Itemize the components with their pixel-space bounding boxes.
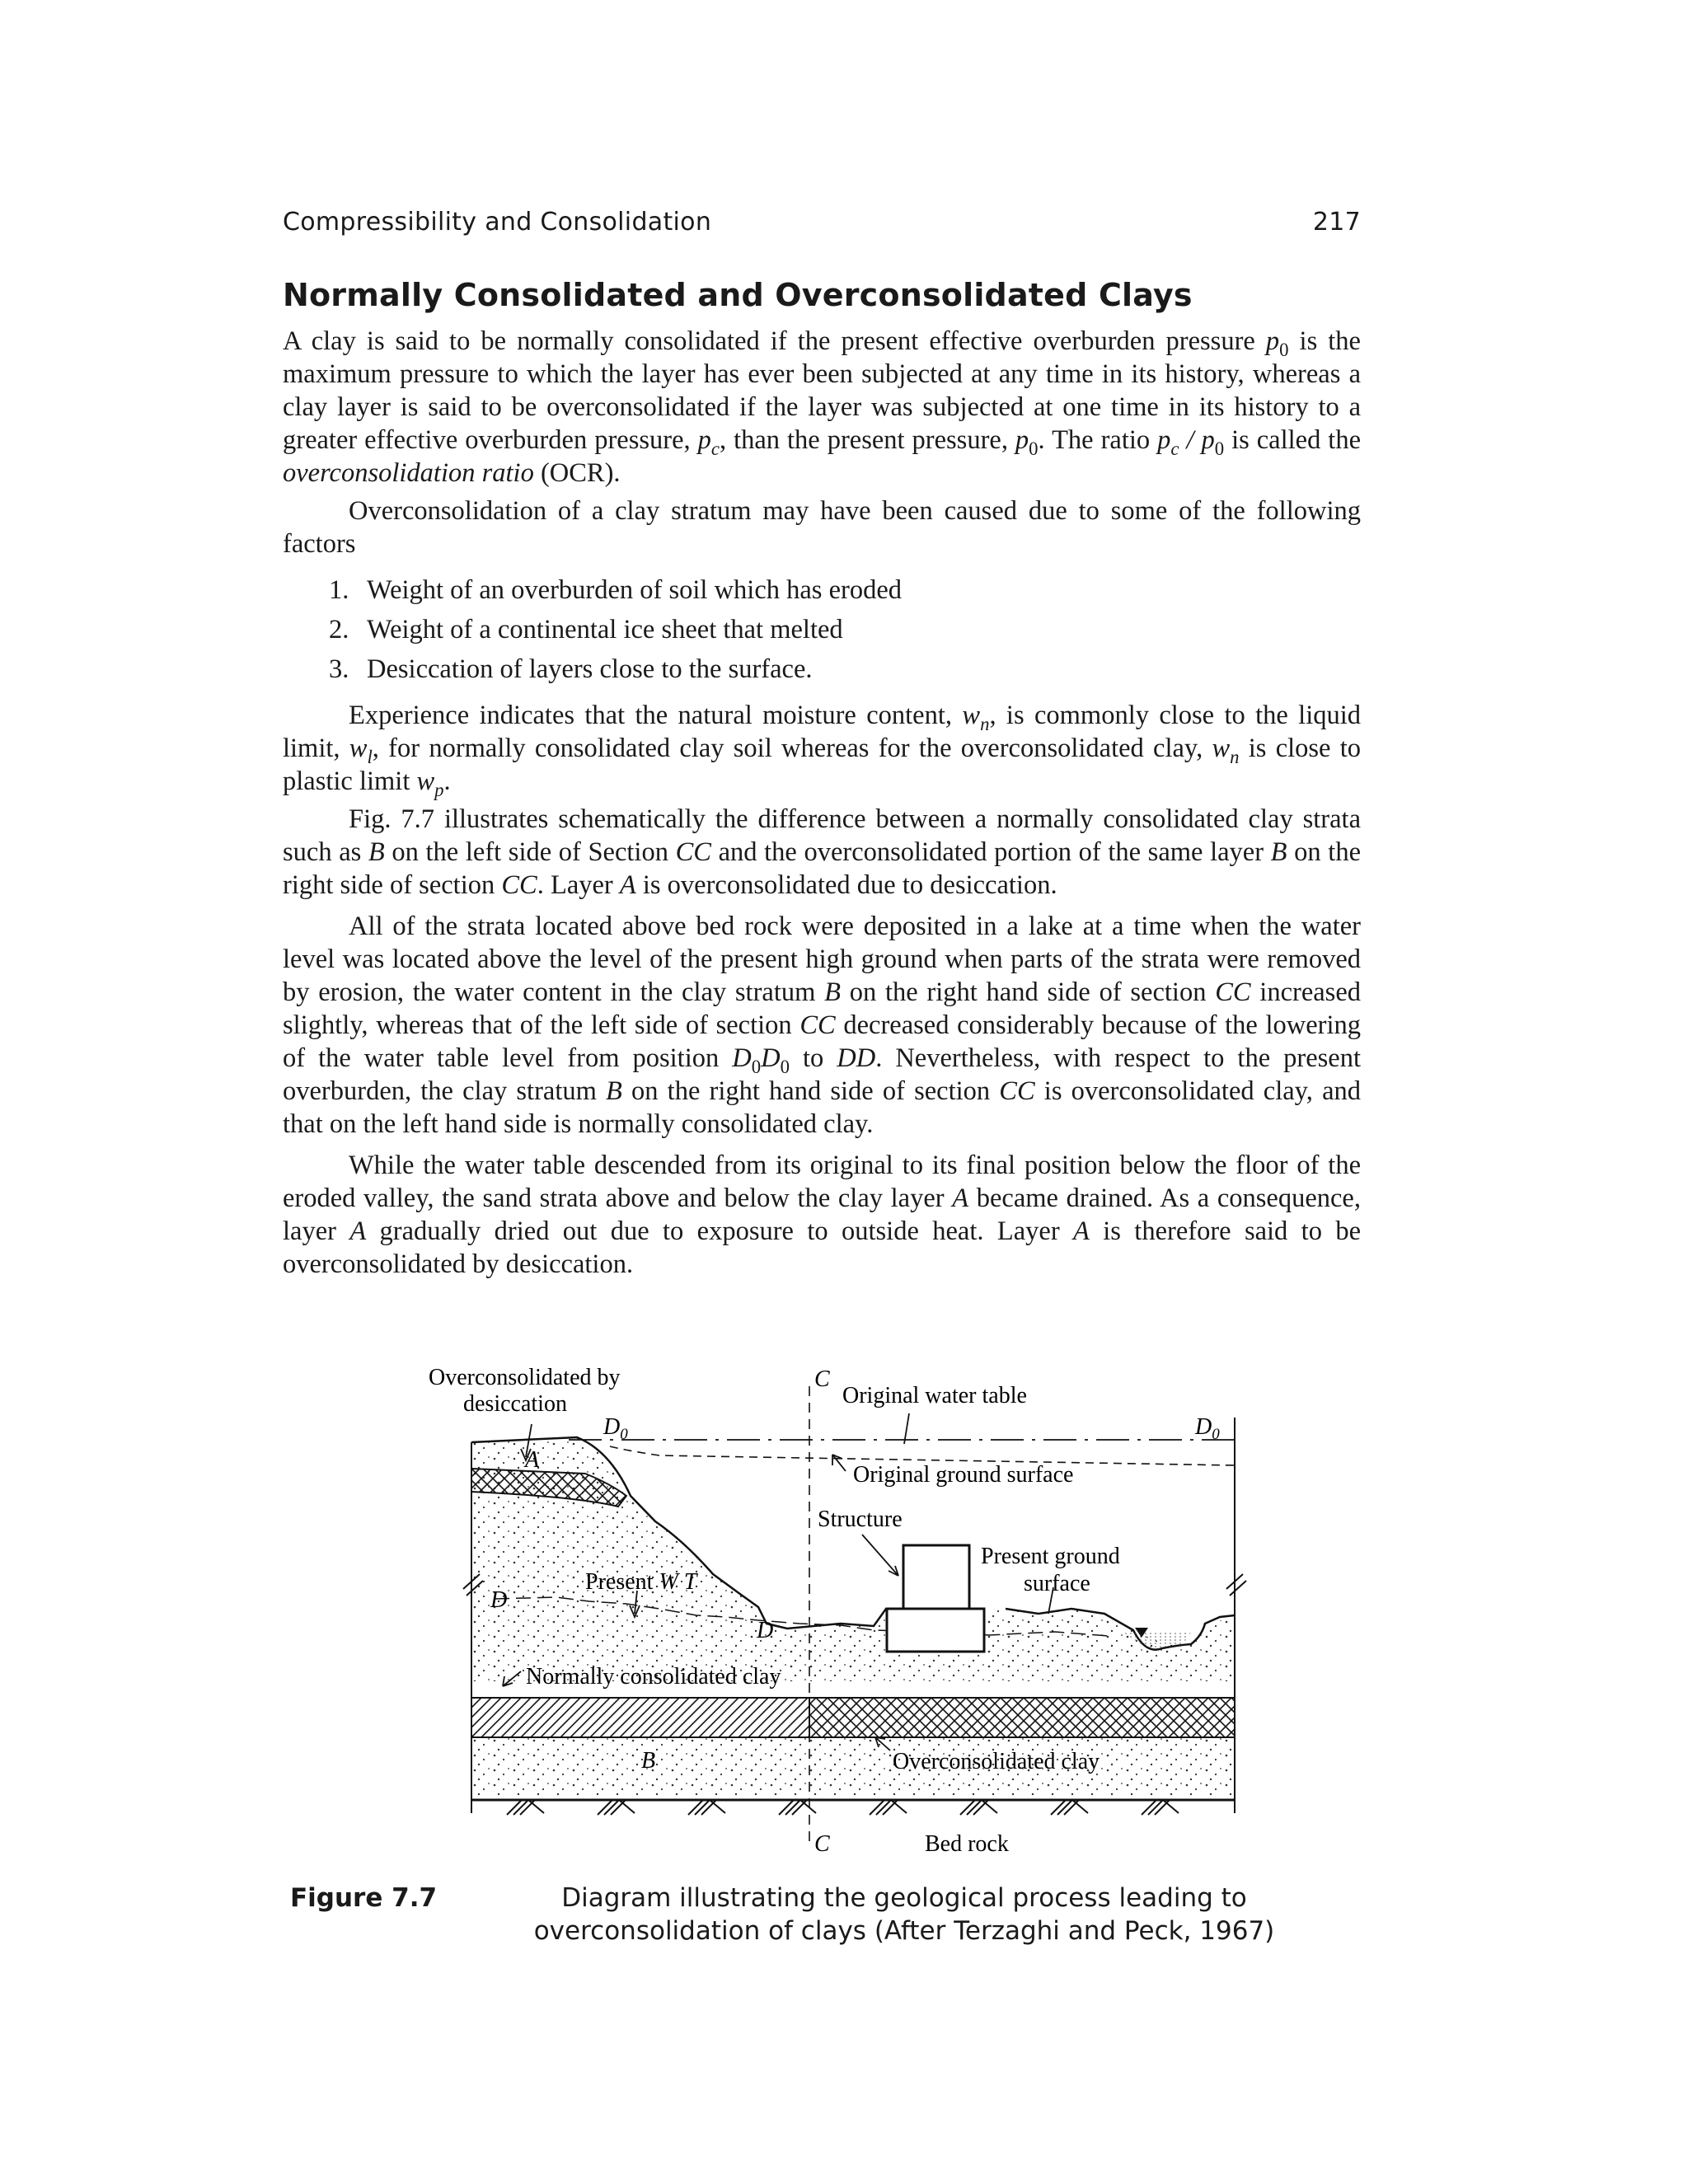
paragraph-deposition: All of the strata located above bed rock were deposited in a lake at a time when the water level was located above the level of the present high ground when parts of the strata were removed by erosion, the water content in the clay stratum B on the right hand side of section CC increased slightly, whereas that of the left side of section CC decreased considerably because of the lowering of the water table level from position $D_0D_0$ to DD. Nevertheless, with respect to the present overburden, the clay stratum B on the right hand side of section CC is overconsolidated clay, and that on the left hand side is normally consolidated clay. [283,912,1362,1139]
label-layer-b: B [641,1748,656,1774]
label-d-left: D [490,1587,508,1613]
page-number: 217 [1312,208,1361,237]
label-overconsolidated-by: Overconsolidated by [429,1365,621,1390]
paragraph-definition: A clay is said to be normally consolidated if the present effective overburden pressure $p_0$ is the maximum pressure to which the layer has ever been subjected at any time in its history, whereas a clay layer is said to be overconsolidated if the layer was subjected at one time in its history to a greater effective overburden pressure, $p_c$, than the present pressure, $p_0$. The ratio $p_c / p_0$ is called the overconsolidation ratio (OCR). [283,326,1361,488]
break-mark-right [1226,1574,1246,1596]
caption-text: Diagram illustrating the geological process leading to overconsolidation of clays (After Terzaghi and Peck, 1967) [533,1883,1275,1946]
geology-diagram [412,1352,1269,1863]
caption-label: Figure 7.7 [290,1883,438,1913]
label-present-ground-2: surface [1024,1571,1090,1596]
paragraph-figure-ref: Fig. 7.7 illustrates schematically the difference between a normally consolidated clay strata such as B on the left side of Section CC and the overconsolidated portion of the same layer B on the right side of section CC. Layer A is overconsolidated due to desiccation. [283,804,1361,900]
leader-original-ground [832,1455,846,1471]
label-c-top: C [814,1366,830,1392]
label-original-ground-surface: Original ground surface [853,1462,1074,1488]
label-bed-rock: Bed rock [925,1831,1009,1857]
label-structure: Structure [818,1507,903,1532]
label-present-wt: Present W T [585,1569,697,1595]
list-item: 2. Weight of a continental ice sheet that melted [329,615,843,644]
layer-b-overconsolidated [809,1698,1235,1737]
label-d-mid: D [757,1618,774,1643]
label-d0-left: $D_0$ [603,1414,628,1443]
label-c-bottom: C [814,1831,830,1857]
list-item: 3. Desiccation of layers close to the surface. [329,654,813,684]
list-item: 1. Weight of an overburden of soil which has eroded [329,575,903,605]
structure-base [887,1609,984,1652]
paragraph-moisture: Experience indicates that the natural moisture content, $w_n$, is commonly close to the liquid limit, $w_l$, for normally consolidated clay soil whereas for the overconsolidated clay, $w_n$ is close to plastic limit $w_p$. [283,701,1362,800]
label-d0-right: $D_0$ [1195,1414,1220,1443]
label-desiccation: desiccation [463,1391,567,1417]
bedrock-hatching [507,1800,1179,1815]
leader-structure [862,1535,898,1576]
factors-list [283,570,1361,689]
paragraph-factors-intro: Overconsolidation of a clay stratum may have been caused due to some of the following factors [283,496,1361,559]
label-original-water-table: Original water table [842,1383,1027,1408]
layer-b-normally-consolidated [471,1698,809,1737]
label-layer-a: A [525,1447,540,1473]
section-heading: Normally Consolidated and Overconsolidated Clays [283,277,1193,313]
label-overconsolidated-clay: Overconsolidated clay [893,1749,1100,1774]
lower-sand [471,1737,1235,1797]
running-head [283,208,1361,244]
structure-upper [903,1545,969,1610]
label-present-ground-1: Present ground [981,1544,1120,1569]
paragraph-desiccation: While the water table descended from its original to its final position below the floor of the eroded valley, the sand strata above and below the clay layer A became drained. As a consequence, layer A gradually dried out due to exposure to outside heat. Layer A is therefore said to be overconsolidated by desiccation. [283,1151,1361,1279]
label-normally-consolidated-clay: Normally consolidated clay [526,1664,781,1690]
running-head-title: Compressibility and Consolidation [283,208,712,237]
body-text [283,325,1361,1281]
figure-7-7 [412,1352,1269,1863]
